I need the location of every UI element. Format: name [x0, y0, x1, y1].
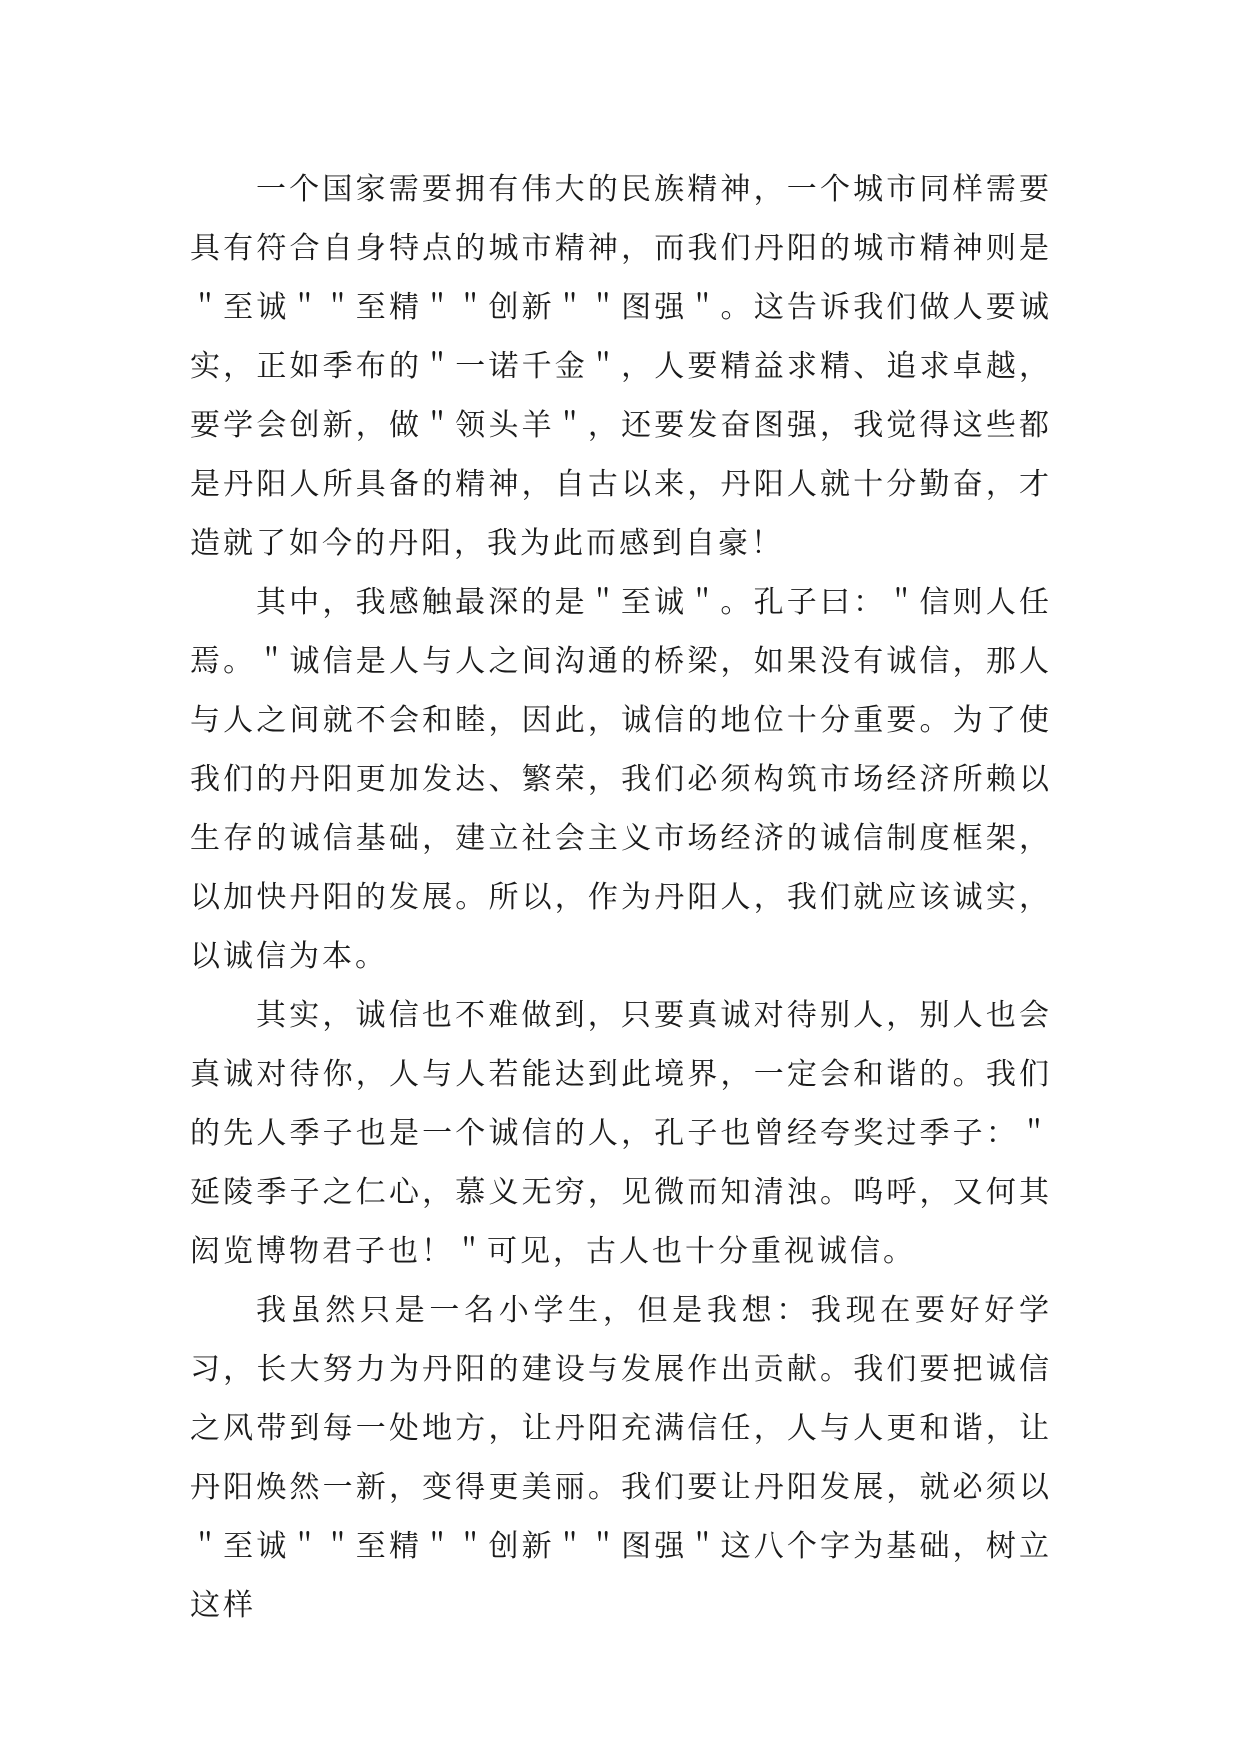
paragraph-2: 其中，我感触最深的是＂至诚＂。孔子曰：＂信则人任焉。＂诚信是人与人之间沟通的桥梁，如果没有诚信，那人与人之间就不会和睦，因此，诚信的地位十分重要。为了使我们的丹阳更加发达、繁荣，我们必须构筑市场经济所赖以生存的诚信基础，建立社会主义市场经济的诚信制度框架，以加快丹阳的发展。所以，作为丹阳人，我们就应该诚实，以诚信为本。: [190, 585, 1052, 974]
paragraph-3: 其实，诚信也不难做到，只要真诚对待别人，别人也会真诚对待你，人与人若能达到此境界，一定会和谐的。我们的先人季子也是一个诚信的人，孔子也曾经夸奖过季子：＂延陵季子之仁心，慕义无穷，见微而知清浊。呜呼，又何其闳览博物君子也！＂可见，古人也十分重视诚信。: [190, 998, 1052, 1269]
paragraph-1: 一个国家需要拥有伟大的民族精神，一个城市同样需要具有符合自身特点的城市精神，而我们丹阳的城市精神则是＂至诚＂＂至精＂＂创新＂＂图强＂。这告诉我们做人要诚实，正如季布的＂一诺千金＂，人要精益求精、追求卓越，要学会创新，做＂领头羊＂，还要发奋图强，我觉得这些都是丹阳人所具备的精神，自古以来，丹阳人就十分勤奋，才造就了如今的丹阳，我为此而感到自豪！: [190, 172, 1052, 561]
paragraph-4: 我虽然只是一名小学生，但是我想：我现在要好好学习，长大努力为丹阳的建设与发展作出贡献。我们要把诚信之风带到每一处地方，让丹阳充满信任，人与人更和谐，让丹阳焕然一新，变得更美丽。我们要让丹阳发展，就必须以＂至诚＂＂至精＂＂创新＂＂图强＂这八个字为基础，树立这样: [190, 1293, 1052, 1623]
essay-body: [190, 160, 1052, 1635]
